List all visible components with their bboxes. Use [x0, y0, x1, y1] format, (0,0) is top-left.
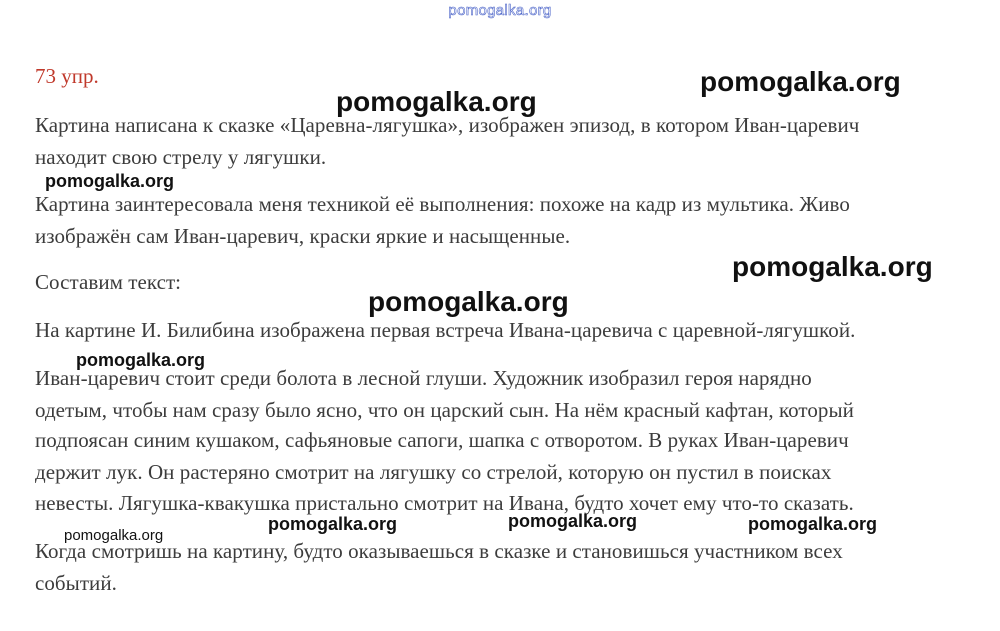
watermark: pomogalka.org	[336, 86, 537, 117]
text-line: событий.	[35, 571, 117, 595]
text-line: Когда смотришь на картину, будто оказываешься в сказке и становишься участником всех	[35, 539, 843, 563]
watermark: pomogalka.org	[45, 171, 175, 191]
text-line: Иван-царевич стоит среди болота в лесной глуши. Художник изобразил героя нарядно	[35, 366, 812, 390]
watermark: pomogalka.org	[748, 514, 878, 534]
watermark: pomogalka.org	[76, 350, 206, 370]
text-line: На картине И. Билибина изображена первая встреча Ивана-царевича с царевной-лягушкой.	[35, 318, 856, 342]
exercise-title: 73 упр.	[35, 64, 99, 88]
watermark: pomogalka.org	[508, 511, 638, 531]
text-line: Картина заинтересовала меня техникой её выполнения: похоже на кадр из мультика. Живо	[35, 192, 850, 216]
watermark: pomogalka.org	[732, 251, 933, 282]
text-line: держит лук. Он растеряно смотрит на лягушку со стрелой, которую он пустил в поисках	[35, 460, 832, 484]
text-line: Составим текст:	[35, 270, 182, 294]
site-link[interactable]: pomogalka.org	[448, 2, 552, 19]
text-line: невесты. Лягушка-квакушка пристально смотрит на Ивана, будто хочет ему что-то сказать.	[35, 491, 854, 515]
watermark: pomogalka.org	[64, 527, 164, 544]
watermark: pomogalka.org	[368, 286, 569, 317]
text-line: одетым, чтобы нам сразу было ясно, что он царский сын. На нём красный кафтан, который	[35, 398, 854, 422]
text-line: изображён сам Иван-царевич, краски яркие и насыщенные.	[35, 224, 571, 248]
watermark: pomogalka.org	[268, 514, 398, 534]
text-line: Картина написана к сказке «Царевна-лягушка», изображен эпизод, в котором Иван-царевич	[35, 113, 860, 137]
watermark: pomogalka.org	[700, 66, 901, 97]
text-line: находит свою стрелу у лягушки.	[35, 145, 327, 169]
text-line: подпоясан синим кушаком, сафьяновые сапоги, шапка с отворотом. В руках Иван-царевич	[35, 428, 849, 452]
